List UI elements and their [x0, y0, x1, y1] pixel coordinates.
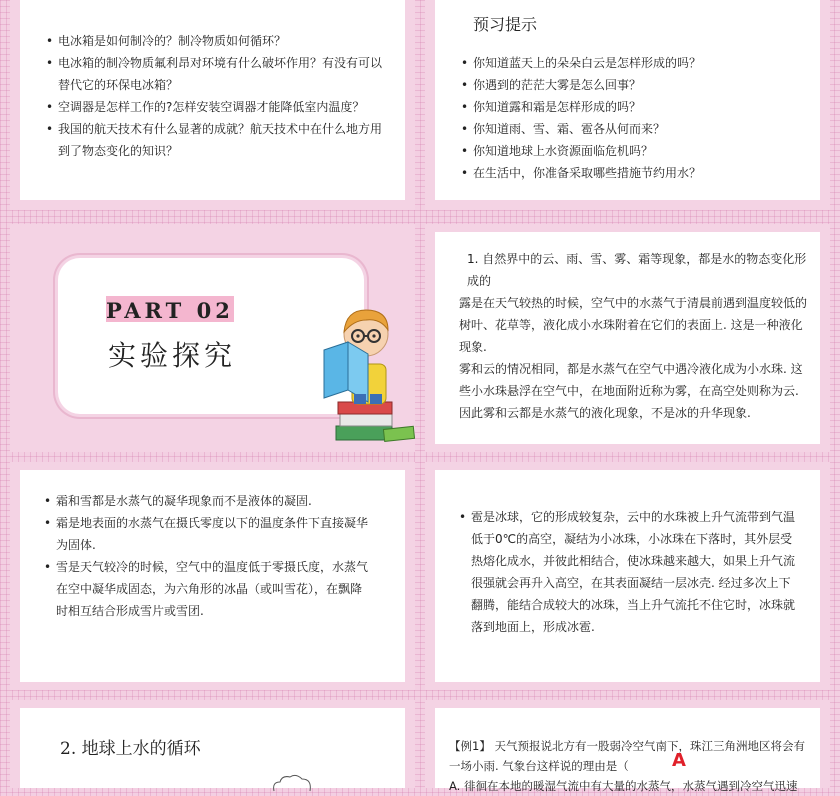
list-item: • 霜和雪都是水蒸气的凝华现象而不是液体的凝固. — [44, 490, 370, 512]
cloud-icon — [270, 774, 314, 792]
list-item: • 你知道地球上水资源面临危机吗？ — [461, 140, 801, 162]
slide-2-card — [435, 0, 820, 200]
hail-list — [459, 506, 797, 638]
part-label: PART 02 — [106, 298, 234, 323]
list-item: • 你遇到的茫茫大雾是怎么回事？ — [461, 74, 801, 96]
slide-4 — [425, 224, 830, 452]
list-item: • 雹是冰球，它的形成较复杂，云中的水珠被上升气流带到气温低于0℃的高空，凝结为小冰珠，小冰珠在下落时，其外层受热熔化成水，并彼此相结合，使冰珠越来越大，如果上升气流很强就会再升入高空，在其表面凝结一层冰壳. 经过多次上下翻腾，能结合成较大的冰珠，当上升气流托不住它时，冰珠就落到地面上，形成冰雹. — [459, 506, 797, 638]
slide-5-card — [20, 470, 405, 682]
slide-4-card — [435, 232, 820, 444]
list-item: • 电冰箱的制冷物质氟利昂对环境有什么破坏作用？有没有可以替代它的环保电冰箱？ — [46, 52, 386, 96]
paragraph: 雾和云的情况相同，都是水蒸气在空气中遇冷液化成为小水珠. 这些小水珠悬浮在空气中，在地面附近称为雾，在高空处则称为云. 因此雾和云都是水蒸气的液化现象，不是冰的升华现象. — [459, 362, 803, 420]
answer-mark: A — [672, 750, 686, 771]
slide-6 — [425, 462, 830, 690]
slide-title: 预习提示 — [473, 15, 538, 34]
example-option-a: A. 徘徊在本地的暖湿气流中有大量的水蒸气，水蒸气遇到冷空气迅速 — [449, 779, 798, 793]
frost-snow-list — [44, 490, 370, 622]
paragraph: 1. 自然界中的云、雨、雪、雾、霜等现象，都是水的物态变化形成的 — [467, 252, 807, 288]
slide-8 — [425, 700, 830, 793]
list-item: • 空调器是怎样工作的?怎样安装空调器才能降低室内温度？ — [46, 96, 386, 118]
slide-2 — [425, 0, 830, 210]
slide-8-card — [435, 708, 820, 793]
list-item: • 你知道蓝天上的朵朵白云是怎样形成的吗？ — [461, 52, 801, 74]
preview-list — [461, 52, 801, 184]
slide-7-card — [20, 708, 405, 788]
slide-1 — [10, 0, 415, 210]
question-list — [46, 30, 386, 162]
list-item: • 雪是天气较冷的时候，空气中的温度低于零摄氏度，水蒸气在空中凝华成固态，为六角形的冰晶（或叫雪花），在飘降时相互结合形成雪片或雪团. — [44, 556, 370, 622]
list-item: • 你知道雨、雪、霜、雹各从何而来？ — [461, 118, 801, 140]
list-item: • 电冰箱是如何制冷的？制冷物质如何循环？ — [46, 30, 386, 52]
slide-7 — [10, 700, 415, 788]
slide-1-card — [20, 0, 405, 200]
slide-5 — [10, 462, 415, 690]
slide-title: 2. 地球上水的循环 — [60, 739, 201, 759]
slide-6-card — [435, 470, 820, 682]
boy-reading-illustration — [318, 298, 418, 450]
list-item: • 我国的航天技术有什么显著的成就？航天技术中在什么地方用到了物态变化的知识？ — [46, 118, 386, 162]
example-question: 【例1】 天气预报说北方有一股弱冷空气南下，珠江三角洲地区将会有一场小雨. 气象台这样说的理由是（ — [449, 739, 805, 773]
paragraph: 露是在天气较热的时候，空气中的水蒸气于清晨前遇到温度较低的树叶、花草等，液化成小水珠附着在它们的表面上. 这是一种液化现象. — [459, 296, 808, 354]
list-item: • 霜是地表面的水蒸气在摄氏零度以下的温度条件下直接凝华为固体. — [44, 512, 370, 556]
list-item: • 你知道露和霜是怎样形成的吗？ — [461, 96, 801, 118]
list-item: • 在生活中，你准备采取哪些措施节约用水？ — [461, 162, 801, 184]
section-title: 实验探究 — [108, 339, 237, 372]
